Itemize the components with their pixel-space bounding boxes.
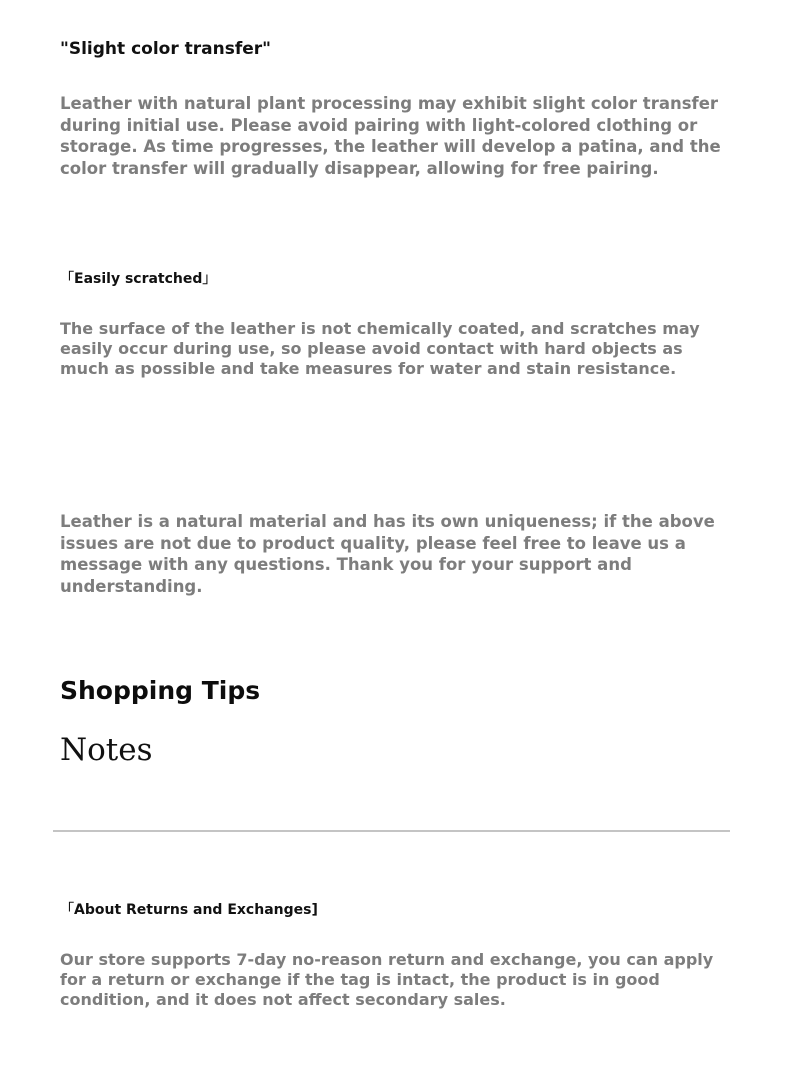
scratched-paragraph: The surface of the leather is not chemically coated, and scratches may easily occur during use, so please avoid contact with hard objects as much as possible and take measures for water and stain resistance. <box>60 319 700 378</box>
shopping-tips-title: Shopping Tips <box>60 676 261 705</box>
natural-material-paragraph: Leather is a natural material and has its own uniqueness; if the above issues are not due to product quality, please feel free to leave us a message with any questions. Thank you for your support and understanding. <box>60 512 715 596</box>
color-transfer-heading: "Slight color transfer" <box>60 39 272 59</box>
returns-heading: 「About Returns and Exchanges] <box>60 902 318 918</box>
color-transfer-paragraph: Leather with natural plant processing may exhibit slight color transfer during initial use. Please avoid pairing with light-colored clothing or storage. As time progresses, the leather will develop a patina, and the color transfer will gradually disappear, allowing for free pairing. <box>60 94 721 178</box>
scratched-heading: 「Easily scratched」 <box>60 271 217 287</box>
notes-title: Notes <box>60 732 153 768</box>
returns-paragraph: Our store supports 7-day no-reason return and exchange, you can apply for a return or exchange if the tag is intact, the product is in good condition, and it does not affect secondary sales. <box>60 950 714 1009</box>
divider <box>53 830 730 832</box>
